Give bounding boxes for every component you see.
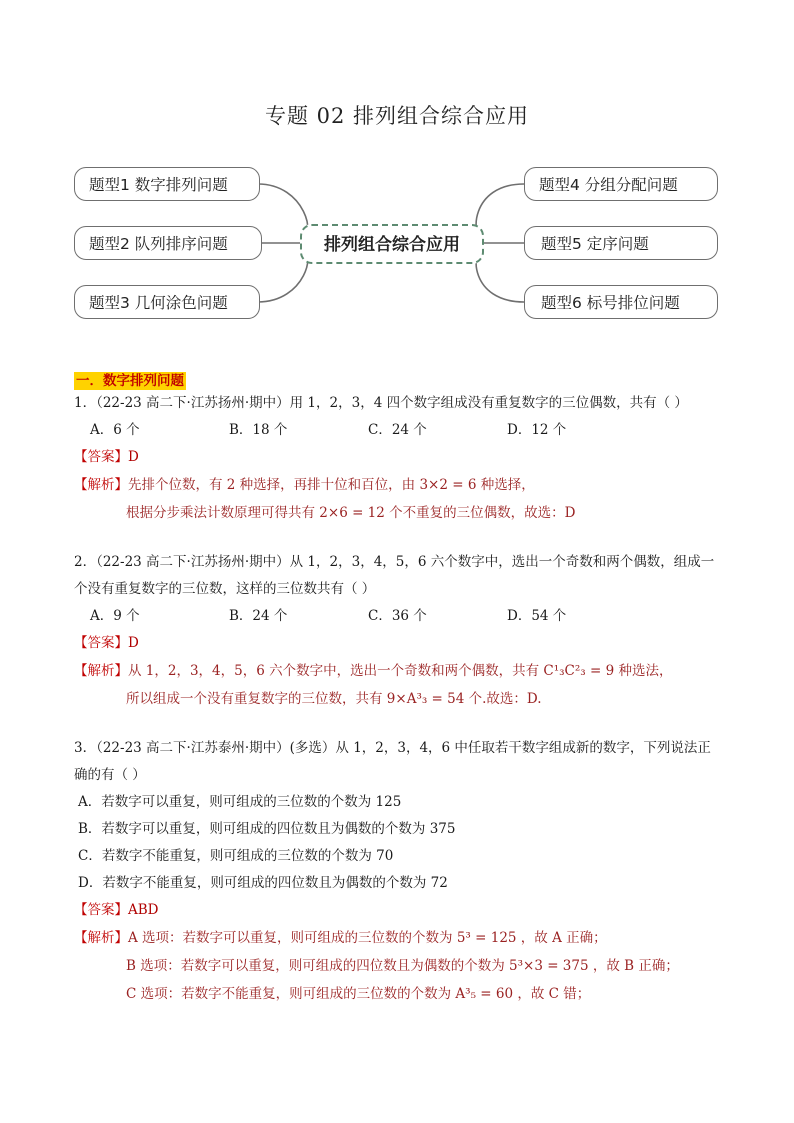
analysis-line: 根据分步乘法计数原理可得共有 2×6 = 12 个不重复的三位偶数，故选：D xyxy=(126,505,576,521)
mindmap-right-node-5: 题型5 定序问题 xyxy=(524,226,718,260)
answer-line xyxy=(74,897,724,924)
option-d: D．若数字不能重复，则可组成的四位数且为偶数的个数为 72 xyxy=(78,875,448,891)
question-content xyxy=(74,372,724,1008)
option-c: C．36 个 xyxy=(368,608,427,624)
mind-map xyxy=(0,0,794,340)
analysis-line: B 选项：若数字可以重复，则可组成的四位数且为偶数的个数为 5³×3 = 375 ，故 B 正确； xyxy=(126,958,679,974)
analysis-line: C 选项：若数字不能重复，则可组成的三位数的个数为 A³₅ = 60 ，故 C 错； xyxy=(126,986,591,1002)
page-title: 专题 02 排列组合综合应用 xyxy=(264,104,530,128)
answer-tag: 【答案】 xyxy=(74,449,128,465)
analysis-tag: 【解析】 xyxy=(74,663,128,679)
option-b: B．18 个 xyxy=(229,422,288,438)
option-c: C．若数字不能重复，则可组成的三位数的个数为 70 xyxy=(78,848,394,864)
question-stem: 2．（22-23 高二下·江苏扬州·期中）从 1，2，3，4，5，6 六个数字中，选出一个奇数和两个偶数，组成一个没有重复数字的三位数，这样的三位数共有（ ） xyxy=(74,554,715,597)
analysis-line: 所以组成一个没有重复数字的三位数，共有 9×A³₃ = 54 个.故选：D. xyxy=(126,691,542,707)
answer-line xyxy=(74,630,724,657)
analysis-tag: 【解析】 xyxy=(74,477,128,493)
mindmap-right-node-6: 题型6 标号排位问题 xyxy=(524,285,718,319)
mindmap-left-node-1: 题型1 数字排列问题 xyxy=(74,167,260,201)
analysis-line: A 选项：若数字可以重复，则可组成的三位数的个数为 5³ = 125 ，故 A 正确； xyxy=(128,930,607,946)
analysis-block xyxy=(74,657,724,713)
option-d: D．12 个 xyxy=(507,422,567,438)
answer-value: ABD xyxy=(128,902,159,918)
option-c: C．24 个 xyxy=(368,422,427,438)
option-b: B．若数字可以重复，则可组成的四位数且为偶数的个数为 375 xyxy=(78,821,456,837)
answer-tag: 【答案】 xyxy=(74,635,128,651)
option-d: D．54 个 xyxy=(507,608,567,624)
connector-right-3 xyxy=(476,248,524,302)
section-heading-label: 一．数字排列问题 xyxy=(76,373,184,389)
analysis-line: 先排个位数，有 2 种选择，再排十位和百位，由 3×2 = 6 种选择， xyxy=(128,477,535,493)
answer-tag: 【答案】 xyxy=(74,902,128,918)
question-3 xyxy=(74,735,724,1008)
analysis-tag: 【解析】 xyxy=(74,930,128,946)
answer-value: D xyxy=(128,449,139,465)
question-2 xyxy=(74,549,724,713)
mindmap-left-node-2: 题型2 队列排序问题 xyxy=(74,226,262,260)
mindmap-left-node-3: 题型3 几何涂色问题 xyxy=(74,285,260,319)
mindmap-right-node-4: 题型4 分组分配问题 xyxy=(524,167,718,201)
analysis-block xyxy=(74,924,724,1008)
option-row xyxy=(74,603,724,630)
question-stem: 3．（22-23 高二下·江苏泰州·期中）(多选）从 1，2，3，4，6 中任取若干数字组成新的数字，下列说法正确的有（ ） xyxy=(74,740,711,783)
option-a: A．6 个 xyxy=(90,422,140,438)
analysis-block xyxy=(74,471,724,527)
analysis-line: 从 1，2，3，4，5，6 六个数字中，选出一个奇数和两个偶数，共有 C¹₃C²₃ = 9 种选法， xyxy=(128,663,673,679)
question-stem: 1．（22-23 高二下·江苏扬州·期中）用 1，2，3，4 四个数字组成没有重复数字的三位偶数，共有（ ） xyxy=(74,395,688,411)
option-a: A．若数字可以重复，则可组成的三位数的个数为 125 xyxy=(78,794,402,810)
option-a: A．9 个 xyxy=(90,608,140,624)
option-b: B．24 个 xyxy=(229,608,288,624)
section-heading xyxy=(74,372,724,390)
question-1 xyxy=(74,390,724,527)
answer-value: D xyxy=(128,635,139,651)
answer-line xyxy=(74,444,724,471)
option-row xyxy=(74,417,724,444)
mindmap-center-node: 排列组合综合应用 xyxy=(300,224,484,264)
